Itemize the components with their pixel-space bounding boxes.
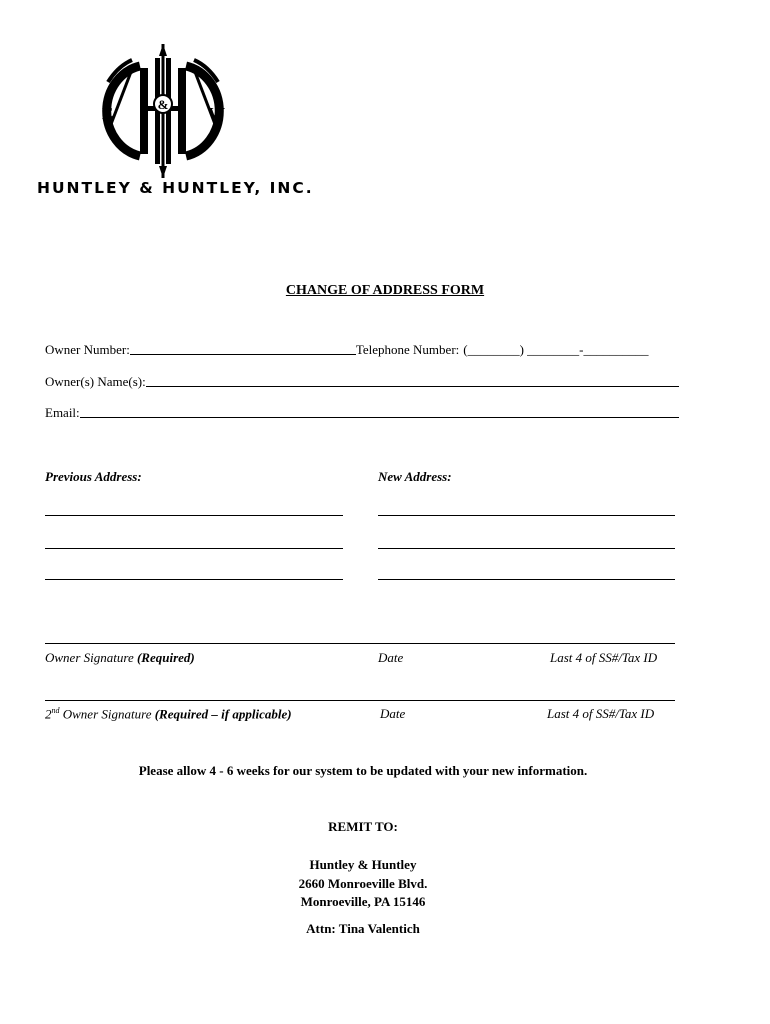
form-title: CHANGE OF ADDRESS FORM [285, 283, 485, 298]
owner-names-row [45, 374, 679, 390]
previous-address-line-2[interactable] [45, 548, 343, 549]
remit-attn: Attn: Tina Valentich [306, 921, 420, 936]
processing-notice: Please allow 4 - 6 weeks for our system to be updated with your new information. [138, 763, 588, 778]
company-logo [88, 44, 238, 178]
company-name: HUNTLEY & HUNTLEY, INC. [37, 179, 314, 197]
second-owner-date-label: Date [380, 706, 406, 721]
logo-letter-e: E [102, 104, 114, 123]
email-row [45, 405, 679, 421]
owner-date-label: Date [378, 650, 404, 665]
telephone-field[interactable]: (________) ________-__________ [463, 342, 649, 357]
owner-signature-label: Owner Signature (Required) [45, 650, 195, 665]
owner-number-label: Owner Number: [45, 342, 130, 357]
svg-text:&: & [157, 97, 169, 112]
second-owner-signature-line[interactable] [45, 700, 675, 701]
owner-names-field[interactable] [146, 386, 679, 387]
new-address-label: New Address: [378, 469, 452, 484]
owner-number-row [45, 342, 677, 358]
email-label: Email: [45, 405, 80, 420]
new-address-line-1[interactable] [378, 515, 675, 516]
new-address-line-2[interactable] [378, 548, 675, 549]
remit-city: Monroeville, PA 15146 [300, 894, 426, 909]
owner-signature-line[interactable] [45, 643, 675, 644]
previous-address-label: Previous Address: [45, 469, 142, 484]
second-owner-signature-label: 2nd Owner Signature (Required – if applicable) [45, 706, 292, 722]
owner-taxid-label: Last 4 of SS#/Tax ID [550, 650, 658, 665]
previous-address-line-1[interactable] [45, 515, 343, 516]
second-owner-taxid-label: Last 4 of SS#/Tax ID [547, 706, 655, 721]
remit-street: 2660 Monroeville Blvd. [298, 876, 428, 891]
remit-name: Huntley & Huntley [309, 857, 417, 872]
logo-letter-w: W [208, 104, 225, 123]
owner-number-field[interactable] [130, 354, 356, 355]
telephone-label: Telephone Number: [355, 342, 460, 357]
previous-address-line-3[interactable] [45, 579, 343, 580]
owner-names-label: Owner(s) Name(s): [45, 374, 146, 389]
new-address-line-3[interactable] [378, 579, 675, 580]
email-field[interactable] [80, 417, 679, 418]
remit-label: REMIT TO: [328, 819, 398, 834]
